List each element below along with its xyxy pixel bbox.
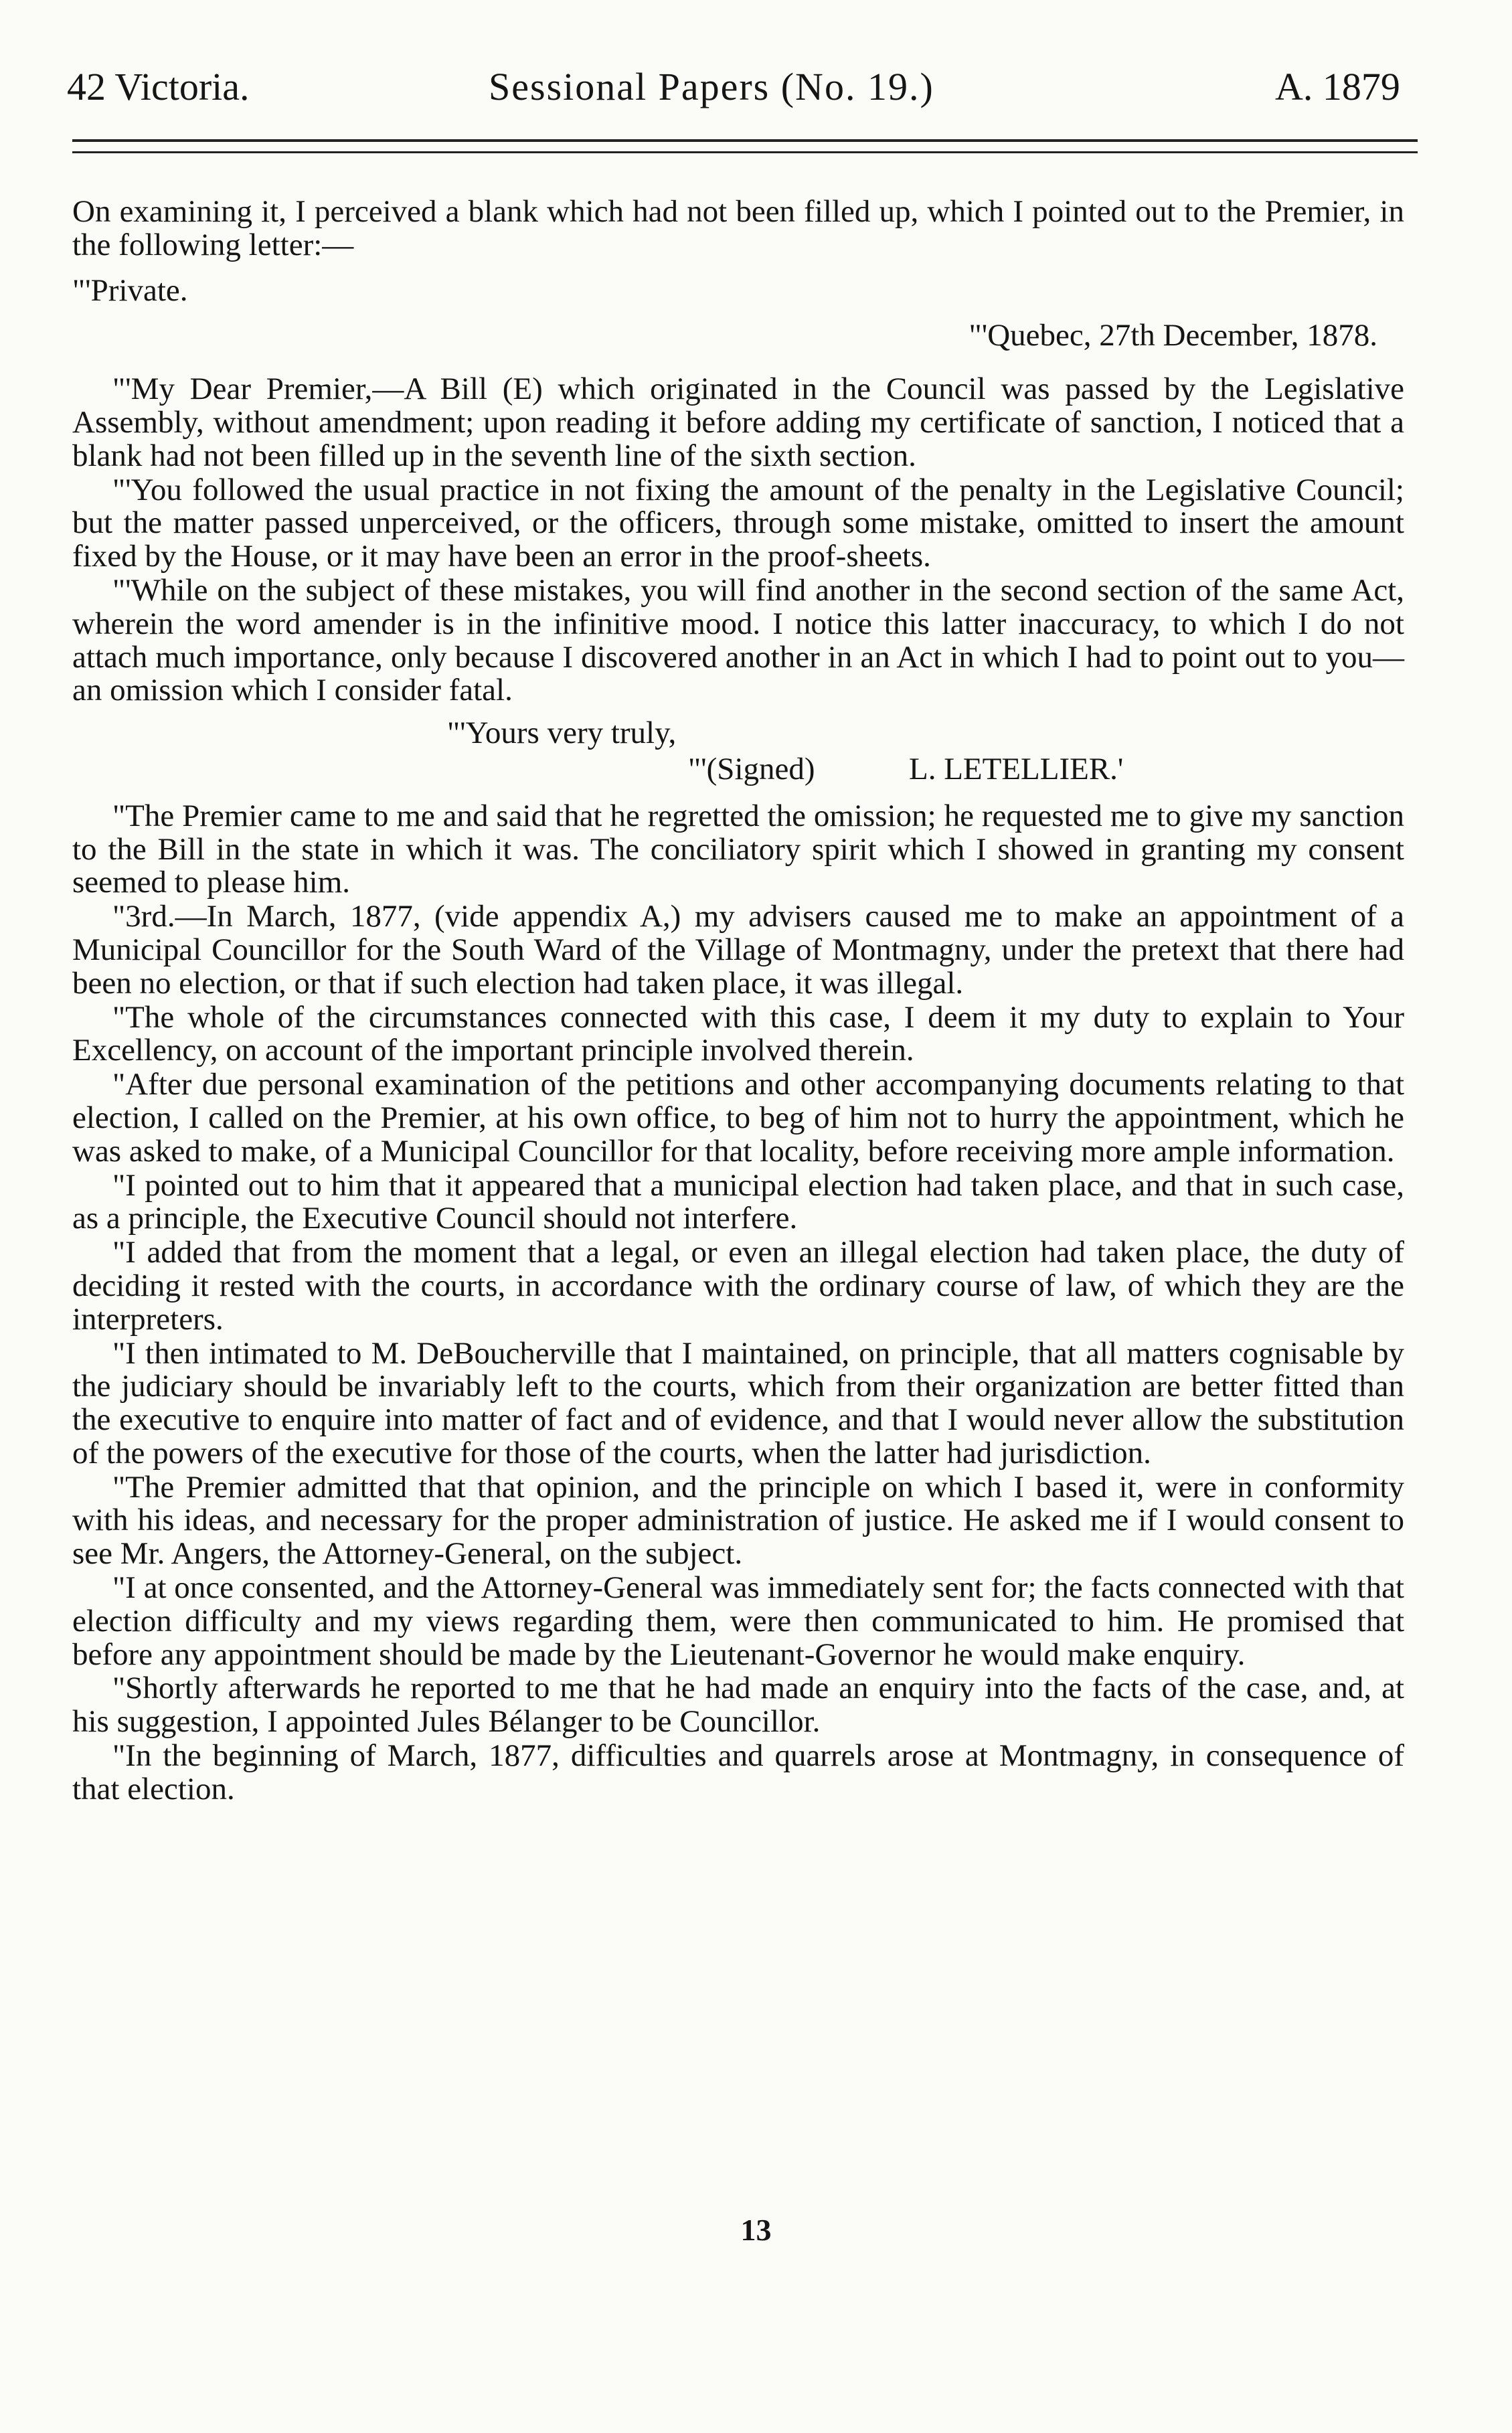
intro-paragraph: On examining it, I perceived a blank which had not been filled up, which I pointed out to the Premier, in the following letter:— — [72, 194, 1404, 262]
paragraph-13: "Shortly afterwards he reported to me that he had made an enquiry into the facts of the case, and, at his suggestion, I appointed Jules Bélanger to be Councillor. — [72, 1671, 1404, 1740]
paragraph-12: "I at once consented, and the Attorney-General was immediately sent for; the facts connected with that election difficulty and my views regarding them, were then communicated to him. He promised that before any appointment should be made by the Lieutenant-Governor he would make enquiry. — [72, 1570, 1404, 1672]
letter-place-date: "'Quebec, 27th December, 1878. — [969, 318, 1377, 353]
signed-label: "'(Signed) — [688, 751, 815, 786]
letter-paragraph-3: "'While on the subject of these mistakes, you will find another in the second section of the same Act, wherein the word amender is in the infinitive mood. I notice this latter inaccuracy, to which I do not attach much importance, only because I discovered another in an Act in which I had to point out to you—an omission which I consider fatal. — [72, 572, 1404, 708]
letter-closing: "'Yours very truly, — [447, 716, 677, 751]
paragraph-9: "I added that from the moment that a legal, or even an illegal election had taken place, the duty of deciding it rested with the courts, in accordance with the ordinary course of law, of which they are the interpreters. — [72, 1235, 1404, 1337]
letter-paragraph-1: "'My Dear Premier,—A Bill (E) which originated in the Council was passed by the Legislative Assembly, without amendment; upon reading it before adding my certificate of sanction, I noticed that a blank had not been filled up in the seventh line of the sixth section. — [72, 371, 1404, 473]
header-year: A. 1879 — [1275, 65, 1400, 108]
page-number: 13 — [740, 2213, 772, 2247]
paragraph-5: "3rd.—In March, 1877, (vide appendix A,) my advisers caused me to make an appointment of a Municipal Councillor for the South Ward of the Village of Montmagny, under the pretext that there had been no election, or that if such election had taken place, it was illegal. — [72, 899, 1404, 1001]
header-rule-top — [72, 139, 1418, 142]
paragraph-11: "The Premier admitted that that opinion, and the principle on which I based it, were in conformity with his ideas, and necessary for the proper administration of justice. He asked me if I would consent to see Mr. Angers, the Attorney-General, on the subject. — [72, 1469, 1404, 1572]
signature-name: L. LETELLIER.' — [909, 751, 1124, 786]
body-text — [72, 195, 1404, 1807]
page-header — [0, 64, 1512, 118]
letter-signature-line — [72, 753, 1404, 786]
paragraph-14: "In the beginning of March, 1877, difficulties and quarrels arose at Montmagny, in consequence of that election. — [72, 1738, 1404, 1807]
paragraph-4: "The Premier came to me and said that he regretted the omission; he requested me to give my sanction to the Bill in the state in which it was. The conciliatory spirit which I showed in granting my consent seemed to please him. — [72, 798, 1404, 900]
letter-private-label: "'Private. — [72, 272, 188, 308]
paragraph-10: "I then intimated to M. DeBoucherville that I maintained, on principle, that all matters cognisable by the judiciary should be invariably left to the courts, which from their organization are better fitted than the executive to enquire into matter of fact and of evidence, and that I would never allow the substitution of the powers of the executive for those of the courts, when the latter had jurisdiction. — [72, 1335, 1404, 1471]
paragraph-7: "After due personal examination of the petitions and other accompanying documents relating to that election, I called on the Premier, at his own office, to beg of him not to hurry the appointment, which he was asked to make, of a Municipal Councillor for that locality, before receiving more ample information. — [72, 1067, 1404, 1169]
paragraph-8: "I pointed out to him that it appeared that a municipal election had taken place, and that in such case, as a principle, the Executive Council should not interfere. — [72, 1167, 1404, 1236]
header-rule-bottom — [72, 151, 1418, 153]
header-volume: 42 Victoria. — [67, 65, 250, 108]
header-title: Sessional Papers (No. 19.) — [489, 65, 934, 108]
letter-paragraph-2: "'You followed the usual practice in not fixing the amount of the penalty in the Legislative Council; but the matter passed unperceived, or the officers, through some mistake, omitted to insert the amount fixed by the House, or it may have been an error in the proof-sheets. — [72, 472, 1404, 574]
paragraph-6: "The whole of the circumstances connected with this case, I deem it my duty to explain to Your Excellency, on account of the important principle involved therein. — [72, 999, 1404, 1068]
